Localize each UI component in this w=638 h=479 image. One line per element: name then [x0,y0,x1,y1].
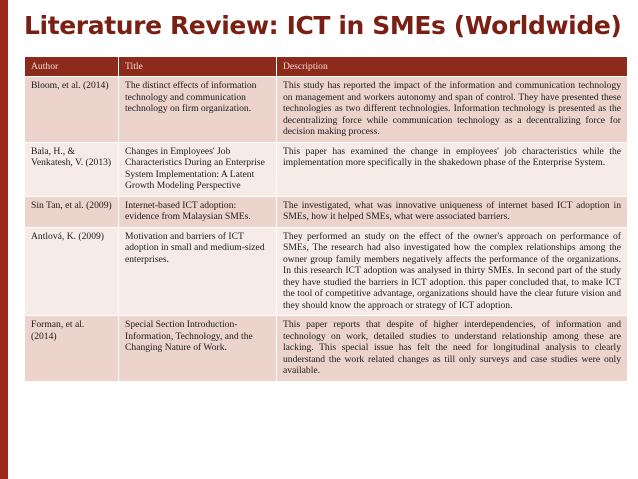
header-title: Title [119,57,277,77]
header-description: Description [277,57,628,77]
table-row [25,316,628,382]
cell-author: Bloom, et al. (2014) [25,77,119,143]
cell-author: Antlová, K. (2009) [25,227,119,316]
cell-description: This study has reported the impact of the information and communication technology on management and workers autonomy and span of control. They have presented these technologies as two different technologies. Information technology is presented as the decentralizing force while communication technology as a decentralizing force for decision making process. [277,77,628,143]
table-header-row [25,57,628,77]
table-row [25,77,628,143]
cell-title: Special Section Introduction-Information, Technology, and the Changing Nature of Work. [119,316,277,382]
table-row [25,196,628,227]
cell-description: The investigated, what was innovative uniqueness of internet based ICT adoption in SMEs, how it helped SMEs, what were associated barriers. [277,196,628,227]
cell-title: Internet-based ICT adoption: evidence from Malaysian SMEs. [119,196,277,227]
cell-title: Changes in Employees' Job Characteristics During an Enterprise System Implementation: A Latent Growth Modeling Perspective [119,142,277,196]
accent-bar [0,0,8,479]
cell-description: This paper has examined the change in employees' job characteristics while the implementation more specifically in the shakedown phase of the Enterprise System. [277,142,628,196]
cell-title: Motivation and barriers of ICT adoption in small and medium-sized enterprises. [119,227,277,316]
cell-author: Forman, et al. (2014) [25,316,119,382]
cell-author: Bala, H., & Venkatesh, V. (2013) [25,142,119,196]
table-row [25,227,628,316]
literature-table [24,56,628,382]
slide-title: Literature Review: ICT in SMEs (Worldwide) [24,11,622,40]
table-row [25,142,628,196]
cell-title: The distinct effects of information technology and communication technology on firm organization. [119,77,277,143]
cell-author: Sin Tan, et al. (2009) [25,196,119,227]
header-author: Author [25,57,119,77]
cell-description: This paper reports that despite of higher interdependencies, of information and technology on work, detailed studies to understand relationship among these are lacking. This special issue has felt the need for longitudinal analysis to clearly understand the work related changes as till only surveys and case studies were only available. [277,316,628,382]
cell-description: They performed an study on the effect of the owner's approach on performance of SMEs, The research had also investigated how the complex relationships among the owner group family members negatively affects the performance of the organizations. In this research ICT adoption was analysed in thirty SMEs. In second part of the study they have studied the barriers in ICT adoption. this paper concluded that, to make ICT the tool of competitive advantage, organizations should have the clear future vision and they should know the approach or strategy of ICT adoption. [277,227,628,316]
